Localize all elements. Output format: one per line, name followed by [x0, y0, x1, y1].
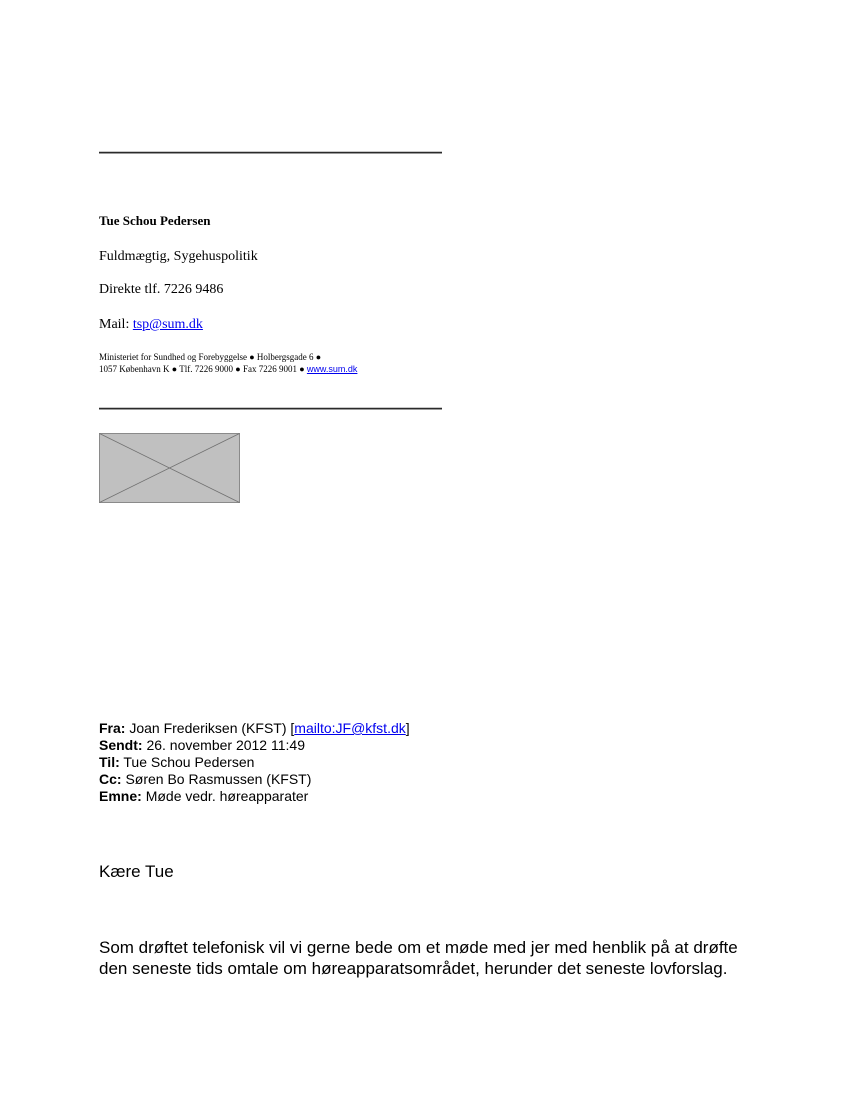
email-sent — [99, 737, 305, 754]
from-bracket-close: ] — [405, 720, 410, 736]
email-to — [99, 754, 254, 771]
broken-image-icon — [99, 433, 240, 503]
subject-label: Emne: — [99, 788, 142, 804]
email-greeting: Kære Tue — [99, 862, 174, 881]
email-body-line-2: den seneste tids omtale om høreapparatsområdet, herunder det seneste lovforslag. — [99, 959, 728, 978]
signature-mail — [99, 317, 203, 333]
from-label: Fra: — [99, 720, 126, 736]
to-value: Tue Schou Pedersen — [123, 754, 255, 770]
sent-value: 26. november 2012 11:49 — [146, 737, 305, 753]
signature-title: Fuldmægtig, Sygehuspolitik — [99, 249, 258, 264]
signature-name: Tue Schou Pedersen — [99, 213, 211, 228]
sent-label: Sendt: — [99, 737, 143, 753]
cc-label: Cc: — [99, 771, 122, 787]
address-line-2 — [99, 363, 357, 375]
subject-value: Møde vedr. høreapparater — [145, 788, 309, 804]
email-from — [99, 720, 410, 737]
bottom-divider — [99, 407, 442, 410]
cc-value: Søren Bo Rasmussen (KFST) — [125, 771, 312, 787]
from-bracket-open: [ — [290, 720, 295, 736]
top-divider — [99, 151, 442, 154]
mail-label: Mail: — [99, 317, 130, 332]
website-link[interactable]: www.sum.dk — [306, 364, 358, 374]
email-body-line-1: Som drøftet telefonisk vil vi gerne bede om et møde med jer med henblik på at drøfte — [99, 938, 738, 957]
to-label: Til: — [99, 754, 120, 770]
mail-link[interactable]: tsp@sum.dk — [132, 317, 203, 332]
from-mailto-link[interactable]: mailto:JF@kfst.dk — [294, 720, 406, 736]
address-text: 1057 København K ● Tlf. 7226 9000 ● Fax 7226 9001 ● — [99, 364, 305, 374]
signature-phone: Direkte tlf. 7226 9486 — [99, 282, 224, 297]
email-cc — [99, 771, 311, 788]
address-line-1: Ministeriet for Sundhed og Forebyggelse ● Holbergsgade 6 ● — [99, 352, 322, 362]
email-subject — [99, 788, 308, 805]
from-value: Joan Frederiksen (KFST) — [129, 720, 287, 736]
